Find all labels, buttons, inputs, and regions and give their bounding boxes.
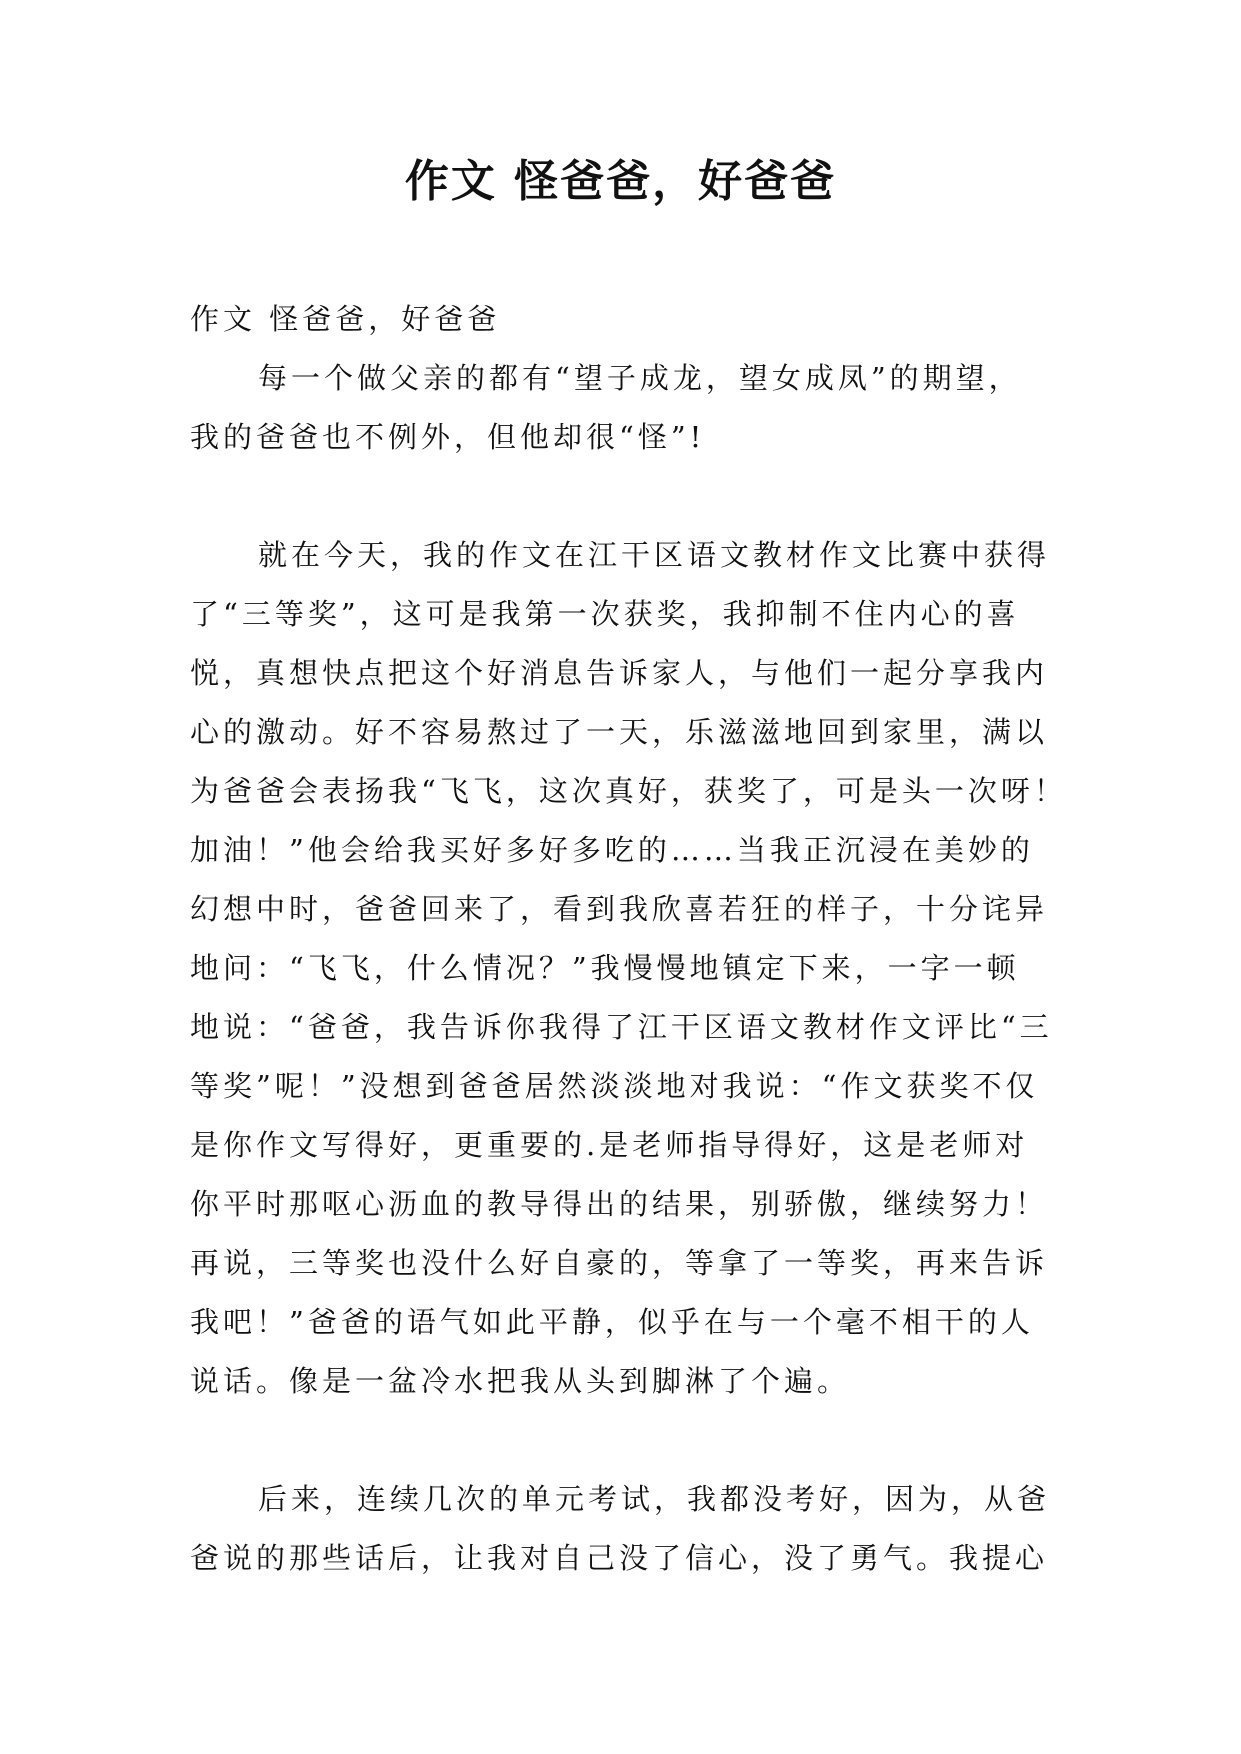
blank-line: [190, 467, 1070, 526]
text-line: 每一个做父亲的都有“望子成龙，望女成凤”的期望，: [258, 361, 1022, 395]
text-line: 心的激动。好不容易熬过了一天，乐滋滋地回到家里，满以: [190, 715, 1049, 749]
text-line: 为爸爸会表扬我“飞飞，这次真好，获奖了，可是头一次呀！: [190, 774, 1067, 808]
text-line: 再说，三等奖也没什么好自豪的，等拿了一等奖，再来告诉: [190, 1246, 1049, 1280]
text-line: 地问：“飞飞，什么情况？”我慢慢地镇定下来，一字一顿: [190, 951, 1020, 985]
text-line: 我吧！”爸爸的语气如此平静，似乎在与一个毫不相干的人: [190, 1305, 1034, 1339]
document-body: [190, 290, 1070, 1588]
text-line: 说话。像是一盆冷水把我从头到脚淋了个遍。: [190, 1364, 851, 1398]
text-line: 爸说的那些话后，让我对自己没了信心，没了勇气。我提心: [190, 1541, 1049, 1575]
text-line: 幻想中时，爸爸回来了，看到我欣喜若狂的样子，十分诧异: [190, 892, 1049, 926]
text-line: 加油！”他会给我买好多好多吃的……当我正沉浸在美妙的: [190, 833, 1034, 867]
text-line: 了“三等奖”，这可是我第一次获奖，我抑制不住内心的喜: [190, 597, 1020, 631]
text-line: 地说：“爸爸，我告诉你我得了江干区语文教材作文评比“三: [190, 1010, 1053, 1044]
text-line: 后来，连续几次的单元考试，我都没考好，因为，从爸: [258, 1482, 1051, 1516]
blank-line: [190, 1411, 1070, 1470]
text-line: 等奖”呢！”没想到爸爸居然淡淡地对我说：“作文获奖不仅: [190, 1069, 1039, 1103]
text-line: 我的爸爸也不例外，但他却很“怪”!: [190, 420, 706, 454]
document-title: 作文 怪爸爸，好爸爸: [404, 156, 837, 207]
text-line: 作文 怪爸爸，好爸爸: [190, 302, 501, 336]
text-line: 你平时那呕心沥血的教导得出的结果，别骄傲，继续努力！: [190, 1187, 1049, 1221]
text-line: 就在今天，我的作文在江干区语文教材作文比赛中获得: [258, 538, 1051, 572]
text-line: 是你作文写得好，更重要的.是老师指导得好，这是老师对: [190, 1128, 1029, 1162]
text-line: 悦，真想快点把这个好消息告诉家人，与他们一起分享我内: [190, 656, 1049, 690]
